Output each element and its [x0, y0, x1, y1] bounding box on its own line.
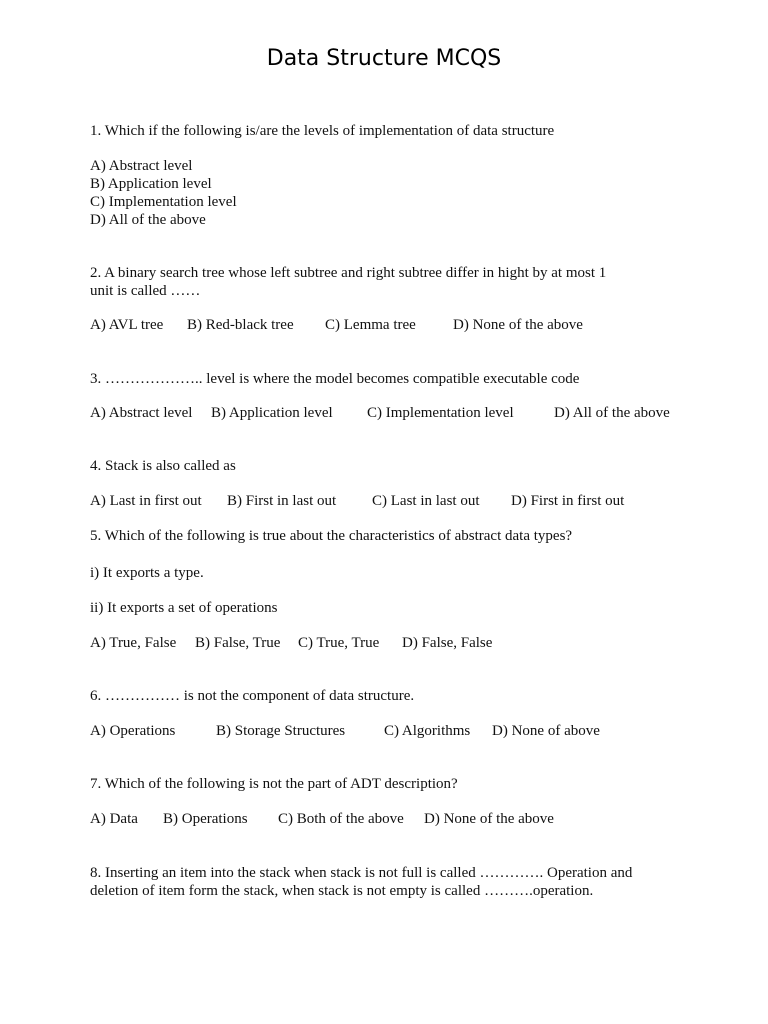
question-2-option-b: B) Red-black tree	[187, 317, 294, 333]
question-5-option-c: C) True, True	[298, 635, 380, 651]
question-7-option-c: C) Both of the above	[278, 811, 404, 827]
question-2-option-c: C) Lemma tree	[325, 317, 416, 333]
question-1-option-d: D) All of the above	[90, 212, 206, 228]
question-1-option-b: B) Application level	[90, 176, 212, 192]
question-5-statement-2: ii) It exports a set of operations	[90, 600, 278, 616]
question-3-option-b: B) Application level	[211, 405, 333, 421]
question-4-text: 4. Stack is also called as	[90, 458, 236, 474]
question-2-option-d: D) None of the above	[453, 317, 583, 333]
question-3-text: 3. ……………….. level is where the model becomes compatible executable code	[90, 371, 580, 387]
question-6-option-c: C) Algorithms	[384, 723, 471, 739]
question-6-option-d: D) None of above	[492, 723, 600, 739]
question-2-text-line-2: unit is called ……	[90, 283, 201, 299]
question-1-option-a: A) Abstract level	[90, 158, 193, 174]
question-1-text: 1. Which if the following is/are the levels of implementation of data structure	[90, 123, 555, 139]
question-4-option-b: B) First in last out	[227, 493, 337, 509]
question-5-option-a: A) True, False	[90, 635, 177, 651]
question-3-option-d: D) All of the above	[554, 405, 670, 421]
question-1-option-c: C) Implementation level	[90, 194, 237, 210]
document-title: Data Structure MCQS	[266, 46, 502, 71]
question-6-option-a: A) Operations	[90, 723, 176, 739]
question-4-option-c: C) Last in last out	[372, 493, 480, 509]
question-4-option-a: A) Last in first out	[90, 493, 202, 509]
question-3-option-a: A) Abstract level	[90, 405, 193, 421]
question-5-option-b: B) False, True	[195, 635, 281, 651]
question-8-text-line-2: deletion of item form the stack, when stack is not empty is called ……….operation.	[90, 883, 594, 899]
question-7-text: 7. Which of the following is not the part of ADT description?	[90, 776, 458, 792]
question-8-text-line-1: 8. Inserting an item into the stack when stack is not full is called …………. Operation and	[90, 865, 633, 881]
question-5-statement-1: i) It exports a type.	[90, 565, 204, 581]
question-7-option-d: D) None of the above	[424, 811, 554, 827]
question-5-text: 5. Which of the following is true about the characteristics of abstract data types?	[90, 528, 573, 544]
question-2-text-line-1: 2. A binary search tree whose left subtree and right subtree differ in hight by at most 1	[90, 265, 607, 281]
question-6-text: 6. …………… is not the component of data structure.	[90, 688, 415, 704]
question-5-option-d: D) False, False	[402, 635, 493, 651]
question-3-option-c: C) Implementation level	[367, 405, 514, 421]
question-4-option-d: D) First in first out	[511, 493, 625, 509]
question-7-option-b: B) Operations	[163, 811, 248, 827]
question-2-option-a: A) AVL tree	[90, 317, 164, 333]
question-6-option-b: B) Storage Structures	[216, 723, 346, 739]
question-7-option-a: A) Data	[90, 811, 138, 827]
